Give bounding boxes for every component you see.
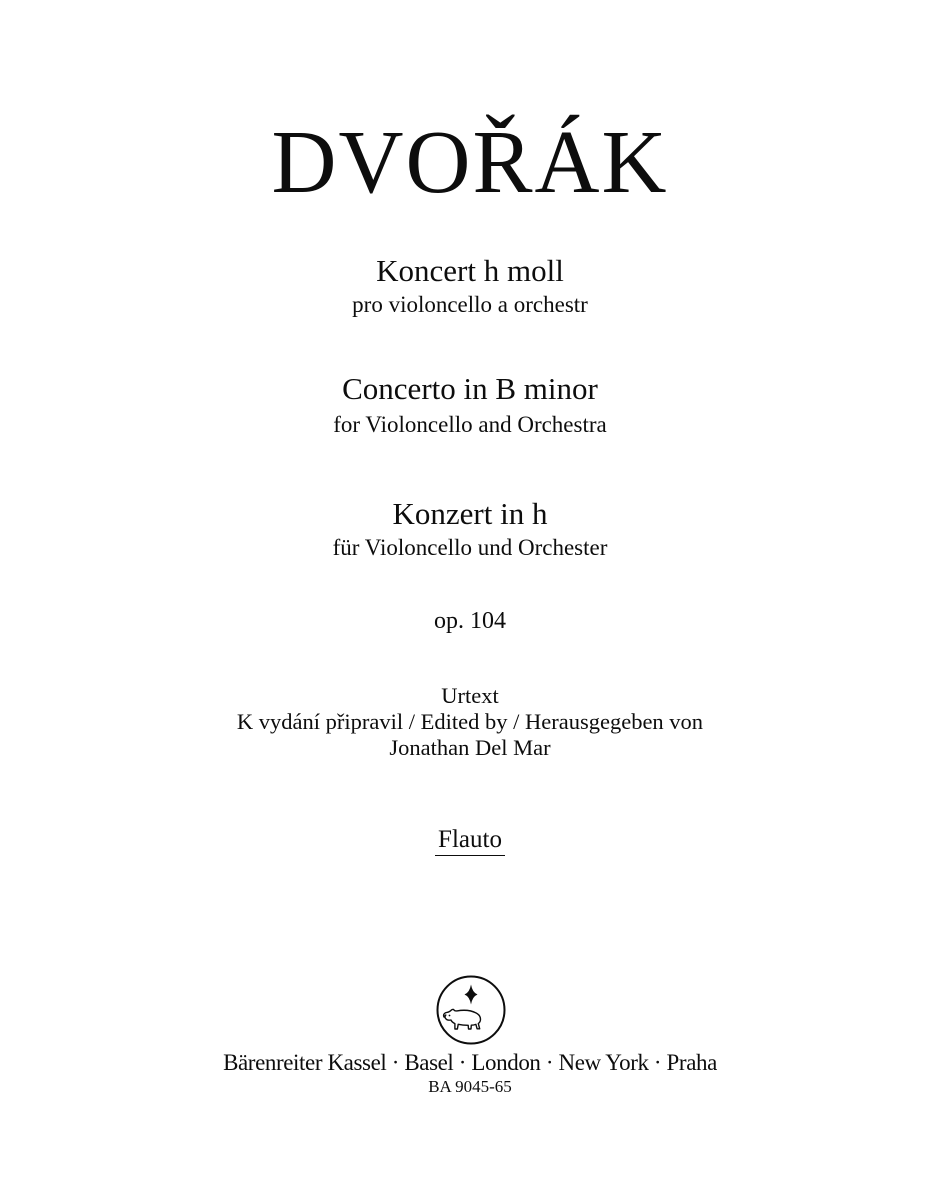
baerenreiter-bear-star-logo-icon xyxy=(434,973,508,1047)
work-title-czech: Koncert h moll xyxy=(376,253,564,288)
bear-eye-icon xyxy=(449,1015,451,1017)
four-point-star-icon xyxy=(465,985,478,1005)
work-subtitle-english: for Violoncello and Orchestra xyxy=(333,412,607,437)
urtext-label: Urtext xyxy=(441,683,499,708)
part-name-wrap xyxy=(0,827,940,856)
work-title-english: Concerto in B minor xyxy=(342,371,598,406)
opus-number: op. 104 xyxy=(434,608,506,634)
composer-name: DVOŘÁK xyxy=(271,113,669,212)
work-title-german: Konzert in h xyxy=(392,496,548,531)
editor-credit: K vydání připravil / Edited by / Herausgegeben von xyxy=(236,709,704,734)
edition-block xyxy=(0,683,940,761)
editor-name: Jonathan Del Mar xyxy=(389,735,551,760)
publisher-imprint: Bärenreiter Kassel · Basel · London · New York · Praha xyxy=(223,1050,717,1075)
work-subtitle-german: für Violoncello und Orchester xyxy=(332,535,608,560)
work-subtitle-czech: pro violoncello a orchestr xyxy=(352,292,588,317)
catalog-number: BA 9045-65 xyxy=(428,1077,512,1096)
part-name: Flauto xyxy=(435,827,505,856)
bear-icon xyxy=(444,1009,481,1029)
